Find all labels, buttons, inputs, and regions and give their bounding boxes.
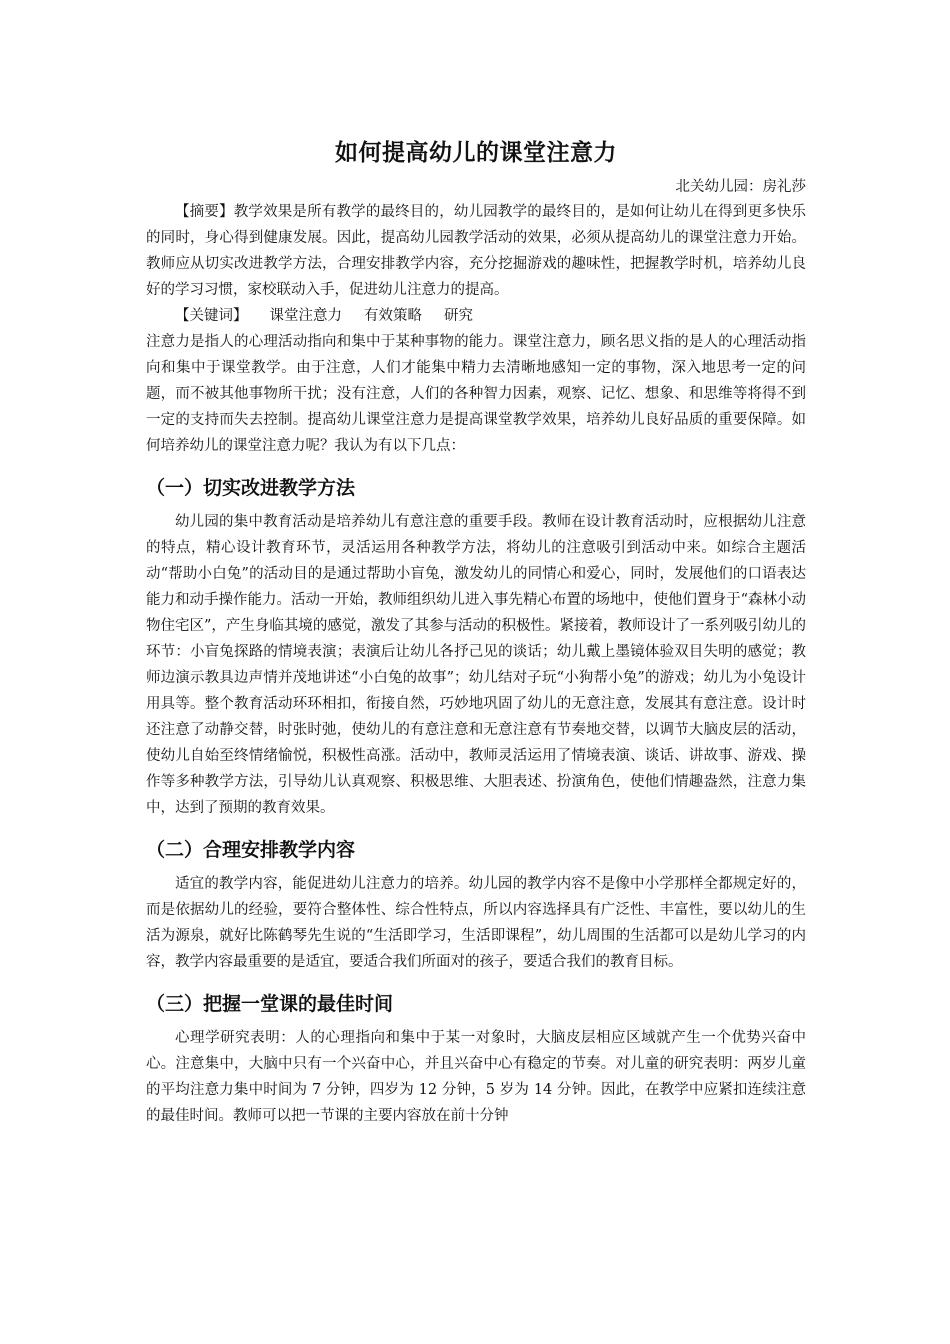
abstract-paragraph: 【摘要】教学效果是所有教学的最终目的，幼儿园教学的最终目的，是如何让幼儿在得到更多快乐的同时，身心得到健康发展。因此，提高幼儿园教学活动的效果，必须从提高幼儿的课堂注意力开始。教师应从切实改进教学方法，合理安排教学内容，充分挖掘游戏的趣味性，把握教学时机，培养幼儿良好的学习习惯，家校联动入手，促进幼儿注意力的提高。	[146, 204, 806, 298]
keyword-item: 有效策略	[364, 308, 422, 324]
document-title: 如何提高幼儿的课堂注意力	[335, 140, 617, 166]
document-content	[146, 136, 806, 1129]
section-heading: （一）切实改进教学方法	[146, 477, 356, 499]
intro-paragraph: 注意力是指人的心理活动指向和集中于某种事物的能力。课堂注意力，顾名思义指的是人的心理活动指向和集中于课堂教学。由于注意，人们才能集中精力去清晰地感知一定的事物，深入地思考一定的问题，而不被其他事物所干扰；没有注意，人们的各种智力因素，观察、记忆、想象、和思维等将得不到一定的支持而失去控制。提高幼儿课堂注意力是提高课堂教学效果，培养幼儿良好品质的重要保障。如何培养幼儿的课堂注意力呢？我认为有以下几点：	[146, 334, 806, 454]
keywords-line	[146, 303, 806, 329]
section-heading: （三）把握一堂课的最佳时间	[146, 993, 394, 1015]
author-line: 北关幼儿园：房礼莎	[675, 179, 806, 195]
section-body: 适宜的教学内容，能促进幼儿注意力的培养。幼儿园的教学内容不是像中小学那样全都规定好的，而是依据幼儿的经验，要符合整体性、综合性特点，所以内容选择具有广泛性、丰富性，要以幼儿的生活为源泉，就好比陈鹤琴先生说的“生活即学习，生活即课程”，幼儿周围的生活都可以是幼儿学习的内容，教学内容最重要的是适宜，要适合我们所面对的孩子，要适合我们的教育目标。	[146, 876, 806, 970]
keywords-label: 【关键词】	[175, 308, 248, 324]
section-heading: （二）合理安排教学内容	[146, 839, 356, 861]
section-body: 幼儿园的集中教育活动是培养幼儿有意注意的重要手段。教师在设计教育活动时，应根据幼儿注意的特点，精心设计教育环节，灵活运用各种教学方法，将幼儿的注意吸引到活动中来。如综合主题活动“帮助小白兔”的活动目的是通过帮助小盲兔，激发幼儿的同情心和爱心，同时，发展他们的口语表达能力和动手操作能力。活动一开始，教师组织幼儿进入事先精心布置的场地中，使他们置身于“森林小动物住宅区”，产生身临其境的感觉，激发了其参与活动的积极性。紧接着，教师设计了一系列吸引幼儿的环节：小盲兔探路的情境表演；表演后让幼儿各抒己见的谈话；幼儿戴上墨镜体验双目失明的感觉；教师边演示教具边声情并茂地讲述“小白兔的故事”；幼儿结对子玩“小狗帮小兔”的游戏；幼儿为小兔设计用具等。整个教育活动环环相扣，衔接自然，巧妙地巩固了幼儿的无意注意，发展其有意注意。设计时还注意了动静交替，时张时弛，使幼儿的有意注意和无意注意有节奏地交替，以调节大脑皮层的活动，使幼儿自始至终情绪愉悦，积极性高涨。活动中，教师灵活运用了情境表演、谈话、讲故事、游戏、操作等多种教学方法，引导幼儿认真观察、积极思维、大胆表述、扮演角色，使他们情趣盎然，注意力集中，达到了预期的教育效果。	[146, 514, 806, 816]
keyword-item: 研究	[444, 308, 473, 324]
keyword-item: 课堂注意力	[269, 308, 342, 324]
section-body: 心理学研究表明：人的心理指向和集中于某一对象时，大脑皮层相应区域就产生一个优势兴奋中心。注意集中，大脑中只有一个兴奋中心，并且兴奋中心有稳定的节奏。对儿童的研究表明：两岁儿童的平均注意力集中时间为 7 分钟，四岁为 12 分钟，5 岁为 14 分钟。因此，在教学中应紧扣连续注意的最佳时间。教师可以把一节课的主要内容放在前十分钟	[146, 1030, 806, 1124]
